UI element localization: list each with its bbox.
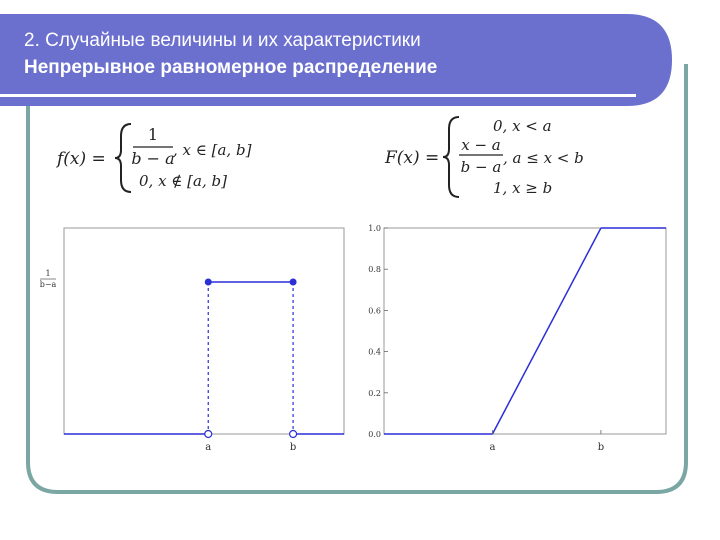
cdf-case1: 0, x < a bbox=[493, 117, 552, 135]
cdf-formula-lhs: F(x) = bbox=[385, 148, 440, 168]
pdf-case2: 0, x ∉ [a, b] bbox=[139, 172, 227, 190]
pdf-formula bbox=[55, 118, 315, 198]
cdf-x-tick-label: b bbox=[597, 442, 605, 453]
cdf-case3: 1, x ≥ b bbox=[493, 179, 553, 197]
pdf-open-point bbox=[290, 431, 297, 438]
cdf-chart bbox=[360, 222, 672, 458]
pdf-open-point bbox=[205, 431, 212, 438]
pdf-chart bbox=[34, 220, 354, 460]
cdf-y-tick-label: 0.4 bbox=[368, 347, 381, 357]
cdf-formula bbox=[383, 113, 623, 203]
cdf-y-tick-label: 0.8 bbox=[368, 265, 381, 275]
pdf-case1-numerator: 1 bbox=[147, 125, 159, 144]
pdf-filled-point bbox=[290, 279, 297, 286]
slide-subtitle: Непрерывное равномерное распределение bbox=[24, 57, 438, 78]
cdf-y-tick-label: 0.0 bbox=[368, 430, 381, 439]
cdf-x-tick-label: a bbox=[489, 442, 496, 453]
pdf-brace bbox=[115, 124, 131, 192]
pdf-y-tick-label-den: b−a bbox=[39, 280, 57, 289]
cdf-brace bbox=[443, 117, 459, 197]
pdf-case1-condition: , x ∈ [a, b] bbox=[173, 141, 252, 159]
cdf-series-segment bbox=[492, 228, 600, 434]
cdf-plot-area bbox=[384, 228, 666, 434]
cdf-case2-denominator: b − a bbox=[460, 158, 502, 176]
slide-title: 2. Случайные величины и их характеристики bbox=[24, 30, 421, 51]
cdf-case2-condition: , a ≤ x < b bbox=[503, 149, 584, 167]
pdf-case1-denominator: b − a bbox=[131, 149, 175, 168]
cdf-y-tick-label: 0.2 bbox=[368, 388, 381, 398]
cdf-y-tick-label: 0.6 bbox=[368, 306, 381, 316]
pdf-y-tick-label-num: 1 bbox=[45, 269, 51, 278]
pdf-x-tick-label: a bbox=[205, 442, 212, 453]
cdf-case2-numerator: x − a bbox=[461, 136, 501, 154]
cdf-y-tick-label: 1.0 bbox=[368, 224, 381, 233]
header-underline bbox=[0, 94, 636, 97]
pdf-x-tick-label: b bbox=[289, 442, 297, 453]
pdf-formula-lhs: f(x) = bbox=[57, 149, 106, 169]
pdf-filled-point bbox=[205, 279, 212, 286]
pdf-plot-area bbox=[64, 228, 344, 434]
